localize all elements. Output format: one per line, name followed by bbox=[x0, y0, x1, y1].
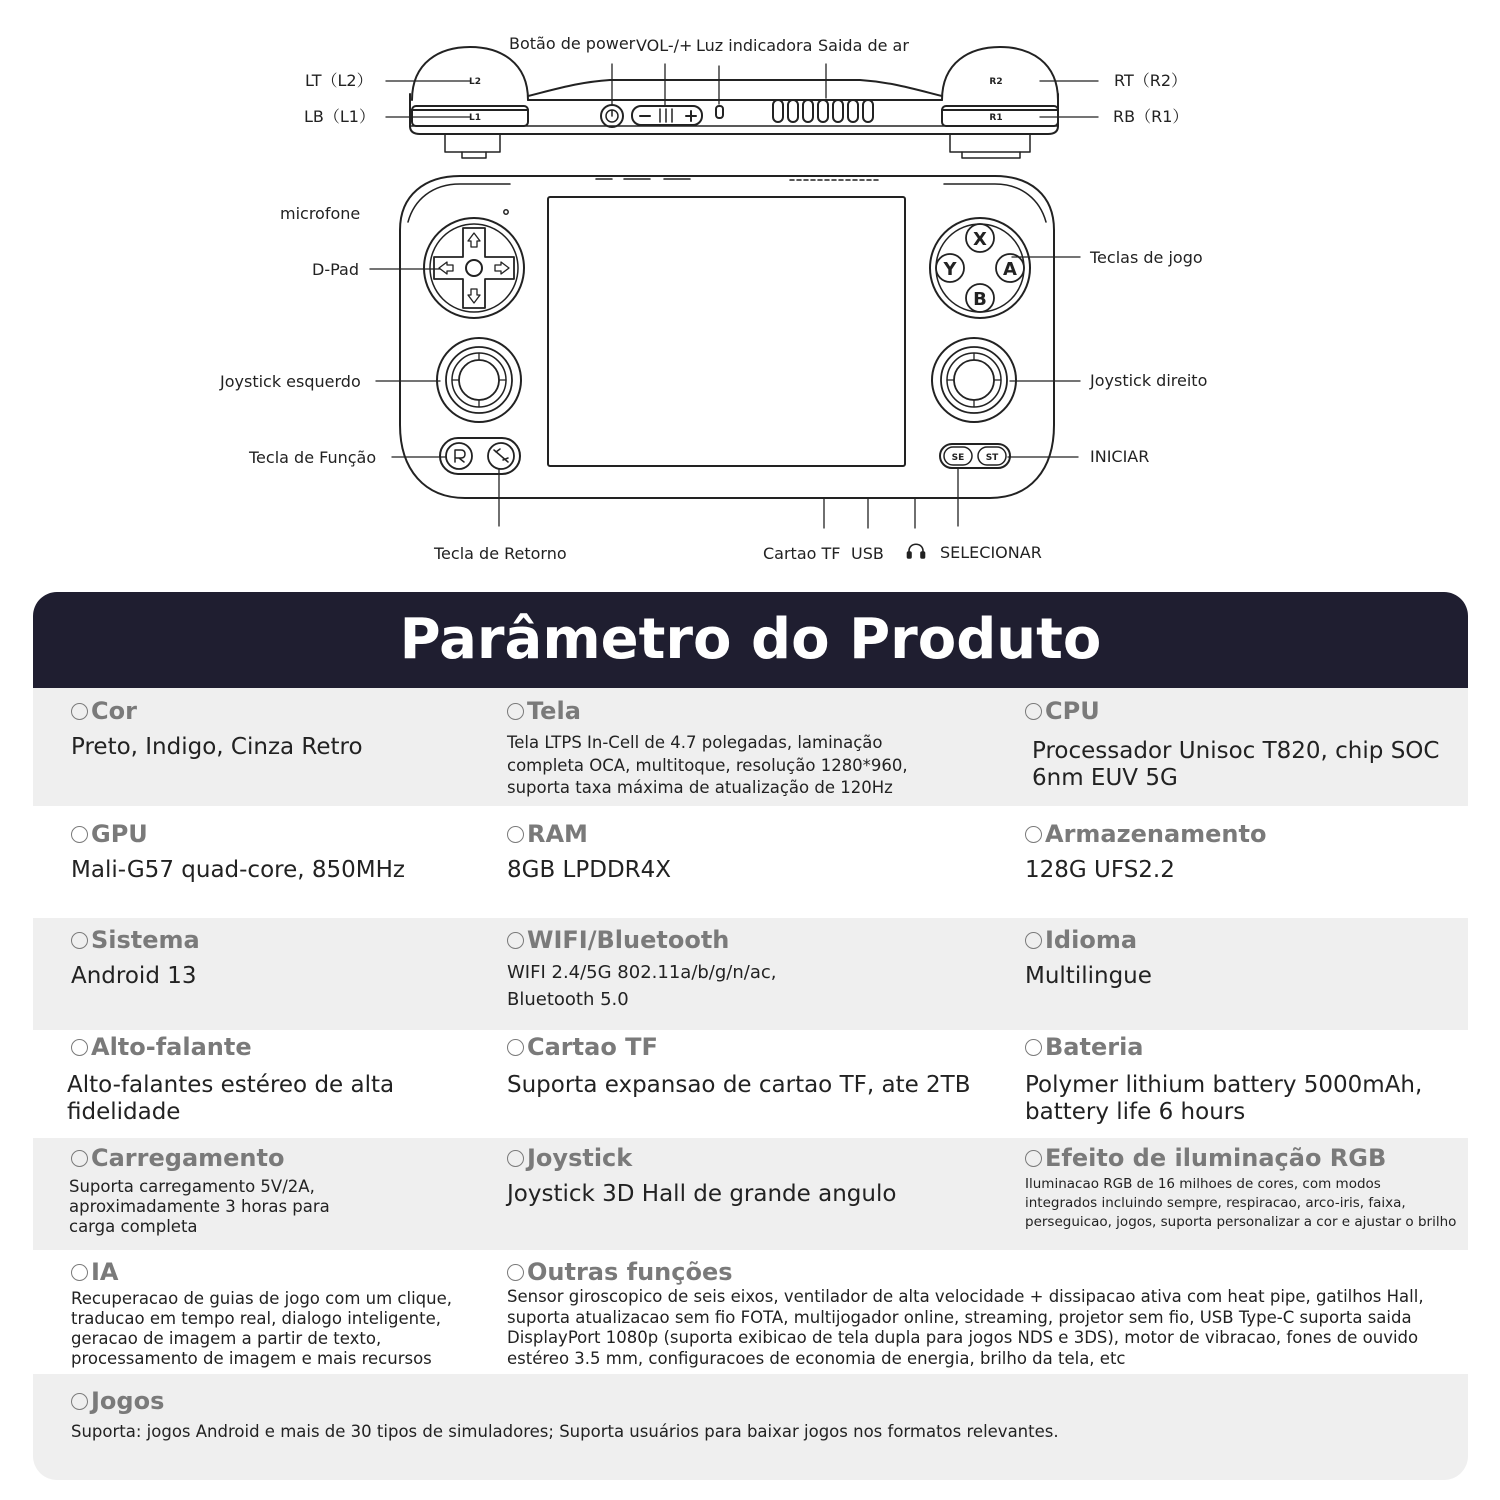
spec-value-ai: Recuperacao de guias de jogo com um clique, traducao em tempo real, dialogo inteligente, geracao de imagem a partir de texto, processamento de imagem e mais recursos bbox=[71, 1289, 452, 1368]
spec-title-ram: RAM bbox=[527, 820, 588, 848]
circle-bullet-icon bbox=[1025, 1039, 1042, 1056]
spec-item-ram bbox=[505, 806, 1005, 884]
select-start-keys bbox=[940, 444, 1010, 468]
spec-value-cpu: Processador Unisoc T820, chip SOC 6nm EUV 5G bbox=[1032, 738, 1440, 791]
spec-title-ai: IA bbox=[91, 1258, 119, 1286]
spec-value-gpu: Mali-G57 quad-core, 850MHz bbox=[71, 857, 405, 883]
spec-item-color bbox=[69, 688, 489, 761]
label-start: INICIAR bbox=[1090, 447, 1150, 466]
spec-value-storage: 128G UFS2.2 bbox=[1025, 857, 1175, 883]
spec-item-cpu bbox=[1023, 688, 1453, 792]
circle-bullet-icon bbox=[507, 932, 524, 949]
left-joystick bbox=[437, 338, 521, 422]
spec-title-rgb: Efeito de iluminação RGB bbox=[1045, 1144, 1387, 1172]
spec-title-joystick: Joystick bbox=[527, 1144, 633, 1172]
spec-item-other-functions bbox=[505, 1250, 1455, 1369]
spec-row bbox=[33, 1374, 1468, 1480]
spec-row bbox=[33, 688, 1468, 806]
spec-item-gpu bbox=[69, 806, 489, 884]
device-diagram bbox=[0, 0, 1500, 580]
spec-title-screen: Tela bbox=[527, 697, 581, 725]
label-dpad: D-Pad bbox=[312, 260, 359, 279]
label-lt: LT（L2） bbox=[305, 71, 373, 90]
circle-bullet-icon bbox=[71, 826, 88, 843]
spec-title: Parâmetro do Produto bbox=[33, 592, 1468, 688]
circle-bullet-icon bbox=[507, 826, 524, 843]
spec-title-cpu: CPU bbox=[1045, 697, 1100, 725]
spec-value-screen: Tela LTPS In-Cell de 4.7 polegadas, laminação completa OCA, multitoque, resolução 1280*960, suporta taxa máxima de atualização de 120Hz bbox=[507, 733, 908, 797]
l2-button-text: L2 bbox=[469, 77, 481, 87]
spec-item-speaker bbox=[69, 1030, 489, 1126]
spec-title-tf-card: Cartao TF bbox=[527, 1033, 658, 1061]
spec-item-system bbox=[69, 918, 489, 990]
spec-item-tf-card bbox=[505, 1030, 1005, 1099]
dpad bbox=[424, 218, 524, 318]
spec-value-color: Preto, Indigo, Cinza Retro bbox=[71, 734, 363, 760]
spec-title-language: Idioma bbox=[1045, 926, 1138, 954]
circle-bullet-icon bbox=[1025, 703, 1042, 720]
se-button-text: SE bbox=[951, 453, 965, 463]
circle-bullet-icon bbox=[507, 1039, 524, 1056]
spec-value-system: Android 13 bbox=[71, 963, 197, 989]
spec-value-games: Suporta: jogos Android e mais de 30 tipos de simuladores; Suporta usuários para baixar jogos nos formatos relevantes. bbox=[71, 1422, 1059, 1441]
spec-row bbox=[33, 1250, 1468, 1374]
l1-button-text: L1 bbox=[469, 113, 481, 123]
st-button-text: ST bbox=[985, 453, 999, 463]
microphone-hole bbox=[504, 210, 508, 214]
air-vent bbox=[773, 100, 873, 122]
y-button-text: Y bbox=[943, 259, 957, 280]
label-volume: VOL-/+ bbox=[636, 36, 693, 55]
spec-value-ram: 8GB LPDDR4X bbox=[507, 857, 672, 883]
spec-title-battery: Bateria bbox=[1045, 1033, 1144, 1061]
spec-value-charging: Suporta carregamento 5V/2A, aproximadamente 3 horas para carga completa bbox=[69, 1177, 330, 1236]
spec-panel bbox=[33, 592, 1468, 1480]
label-power-button: Botão de power bbox=[509, 34, 636, 53]
spec-item-rgb bbox=[1023, 1138, 1463, 1232]
circle-bullet-icon bbox=[71, 1393, 88, 1410]
spec-value-rgb: Iluminacao RGB de 16 milhoes de cores, com modos integrados incluindo sempre, respiracao, arco-iris, faixa, perseguicao, jogos, suporta personalizar a cor e ajustar o brilho bbox=[1025, 1176, 1457, 1230]
circle-bullet-icon bbox=[71, 1150, 88, 1167]
r2-button-text: R2 bbox=[989, 77, 1003, 87]
spec-value-joystick: Joystick 3D Hall de grande angulo bbox=[507, 1181, 897, 1207]
b-button-text: B bbox=[973, 289, 987, 310]
label-usb: USB bbox=[851, 544, 884, 563]
device-top-view bbox=[410, 47, 1058, 158]
circle-bullet-icon bbox=[71, 1264, 88, 1281]
label-air-vent: Saida de ar bbox=[818, 36, 909, 55]
label-return-key: Tecla de Retorno bbox=[434, 544, 567, 563]
spec-title-system: Sistema bbox=[91, 926, 200, 954]
left-shoulder-l2 bbox=[412, 47, 528, 100]
label-rb: RB（R1） bbox=[1113, 107, 1189, 126]
spec-item-wifi bbox=[505, 918, 1005, 1013]
spec-value-language: Multilingue bbox=[1025, 963, 1152, 989]
spec-item-games bbox=[69, 1374, 1449, 1442]
circle-bullet-icon bbox=[71, 703, 88, 720]
label-tf-card: Cartao TF bbox=[763, 544, 841, 563]
label-microphone: microfone bbox=[280, 204, 361, 223]
right-joystick bbox=[932, 338, 1016, 422]
spec-item-storage bbox=[1023, 806, 1453, 884]
label-left-joystick: Joystick esquerdo bbox=[220, 372, 361, 391]
r1-button-text: R1 bbox=[989, 113, 1003, 123]
spec-title-charging: Carregamento bbox=[91, 1144, 285, 1172]
label-indicator-light: Luz indicadora bbox=[696, 36, 813, 55]
label-game-keys: Teclas de jogo bbox=[1090, 248, 1203, 267]
spec-value-wifi: WIFI 2.4/5G 802.11a/b/g/n/ac, Bluetooth 5.0 bbox=[507, 962, 777, 1010]
spec-value-battery: Polymer lithium battery 5000mAh, battery life 6 hours bbox=[1025, 1072, 1423, 1125]
screen bbox=[548, 197, 905, 466]
spec-title-wifi: WIFI/Bluetooth bbox=[527, 926, 730, 954]
spec-item-screen bbox=[505, 688, 1005, 800]
spec-title-storage: Armazenamento bbox=[1045, 820, 1267, 848]
label-rt: RT（R2） bbox=[1114, 71, 1188, 90]
circle-bullet-icon bbox=[1025, 1150, 1042, 1167]
label-function-key: Tecla de Função bbox=[249, 448, 377, 467]
spec-item-ai bbox=[69, 1250, 499, 1369]
circle-bullet-icon bbox=[1025, 932, 1042, 949]
spec-row bbox=[33, 806, 1468, 918]
spec-title-gpu: GPU bbox=[91, 820, 148, 848]
spec-item-joystick bbox=[505, 1138, 1005, 1208]
circle-bullet-icon bbox=[1025, 826, 1042, 843]
x-button-text: X bbox=[973, 229, 987, 250]
circle-bullet-icon bbox=[71, 932, 88, 949]
label-lb: LB（L1） bbox=[304, 107, 375, 126]
circle-bullet-icon bbox=[507, 1150, 524, 1167]
label-select: SELECIONAR bbox=[940, 543, 1042, 562]
a-button-text: A bbox=[1003, 259, 1017, 280]
spec-title-color: Cor bbox=[91, 697, 137, 725]
circle-bullet-icon bbox=[507, 1264, 524, 1281]
right-shoulder-r2 bbox=[942, 47, 1058, 100]
spec-value-other-functions: Sensor giroscopico de seis eixos, ventilador de alta velocidade + dissipacao ativa com heat pipe, gatilhos Hall, suporta atualizacao sem fio FOTA, multijogador online, streaming, projetor sem fio, USB Type-C suporta saida DisplayPort 1080p (suporta exibicao de tela dupla para jogos NDS e 3DS), motor de vibracao, fones de ouvido estéreo 3.5 mm, configuracoes de economia de energia, brilho da tela, etc bbox=[507, 1287, 1424, 1368]
spec-title-speaker: Alto-falante bbox=[91, 1033, 252, 1061]
spec-item-charging bbox=[69, 1138, 489, 1237]
spec-item-language bbox=[1023, 918, 1453, 990]
function-return-keys bbox=[440, 438, 520, 474]
spec-row bbox=[33, 918, 1468, 1030]
headphone-icon bbox=[908, 544, 925, 558]
spec-title-other-functions: Outras funções bbox=[527, 1258, 733, 1286]
spec-item-battery bbox=[1023, 1030, 1463, 1126]
circle-bullet-icon bbox=[507, 703, 524, 720]
circle-bullet-icon bbox=[71, 1039, 88, 1056]
label-right-joystick: Joystick direito bbox=[1090, 371, 1208, 390]
indicator-light bbox=[716, 106, 723, 118]
device-front-view bbox=[400, 176, 1054, 498]
spec-title-games: Jogos bbox=[91, 1387, 165, 1415]
spec-row bbox=[33, 1138, 1468, 1250]
spec-value-speaker: Alto-falantes estéreo de alta fidelidade bbox=[67, 1072, 395, 1125]
spec-value-tf-card: Suporta expansao de cartao TF, ate 2TB bbox=[507, 1072, 971, 1098]
spec-row bbox=[33, 1030, 1468, 1138]
